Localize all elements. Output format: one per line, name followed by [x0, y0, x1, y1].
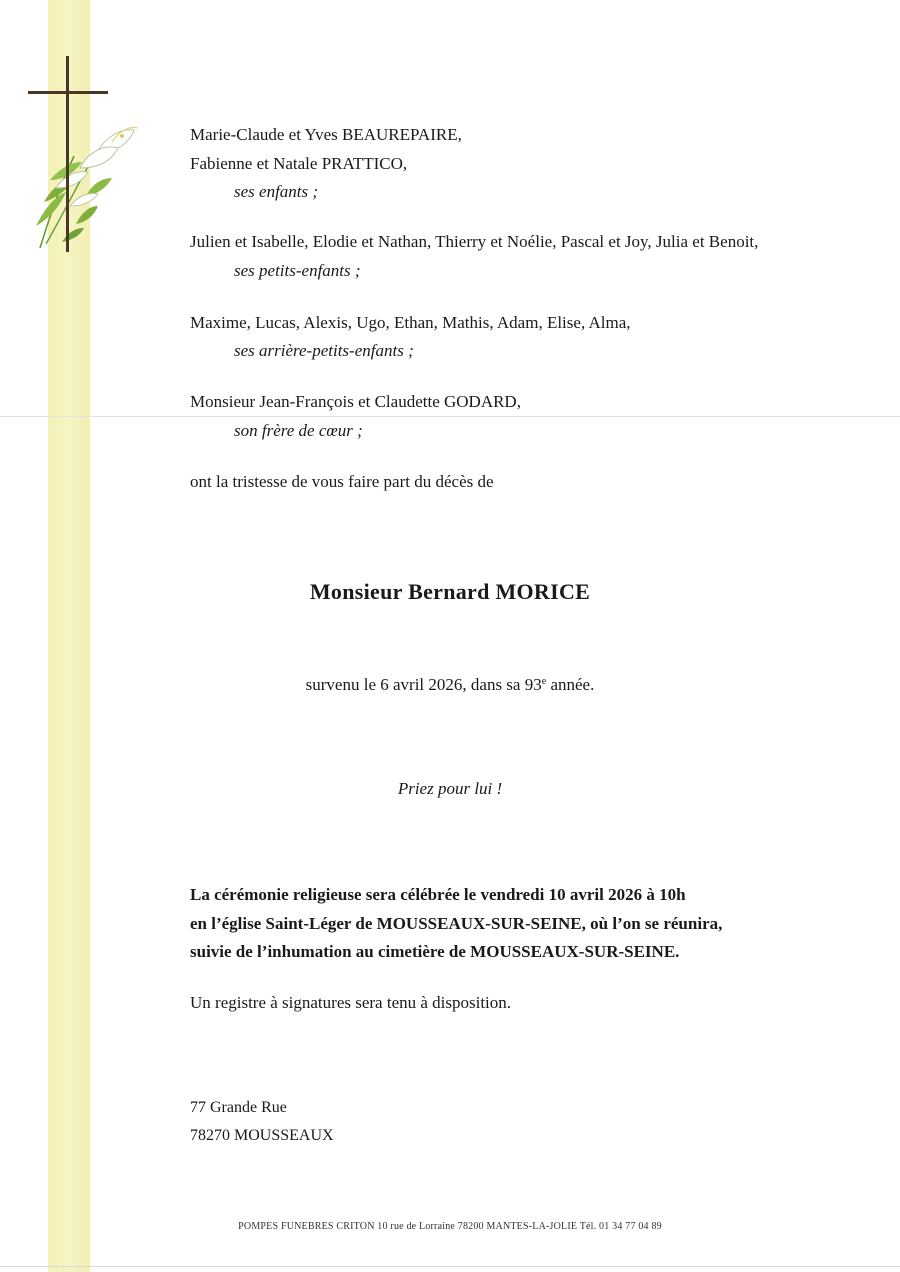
funeral-home-footer: POMPES FUNEBRES CRITON 10 rue de Lorraine 78200 MANTES-LA-JOLIE Tél. 01 34 77 04 89 [238, 1221, 662, 1232]
registry-note: Un registre à signatures sera tenu à disposition. [190, 993, 512, 1012]
brother-role: son frère de cœur ; [234, 421, 363, 440]
ceremony-line-3: suivie de l’inhumation au cimetière de MOUSSEAUX-SUR-SEINE. [190, 942, 680, 961]
grandchildren-role: ses petits-enfants ; [234, 261, 361, 280]
prayer-line: Priez pour lui ! [397, 779, 503, 798]
great-grandchildren-line: Maxime, Lucas, Alexis, Ugo, Ethan, Mathis, Adam, Elise, Alma, [190, 313, 631, 332]
death-date-superscript: e [541, 676, 547, 687]
brother-line: Monsieur Jean-François et Claudette GODARD, [190, 392, 521, 411]
grandchildren-line: Julien et Isabelle, Elodie et Nathan, Thierry et Noélie, Pascal et Joy, Julia et Benoit, [190, 232, 759, 251]
ceremony-line-1: La cérémonie religieuse sera célébrée le vendredi 10 avril 2026 à 10h [190, 885, 686, 904]
great-grandchildren-role: ses arrière-petits-enfants ; [234, 341, 414, 360]
address-city: 78270 MOUSSEAUX [190, 1127, 334, 1144]
deceased-name: Monsieur Bernard MORICE [309, 579, 591, 604]
announcement-intro: ont la tristesse de vous faire part du décès de [190, 472, 494, 491]
death-date-line [0, 675, 900, 695]
death-date-suffix: année. [546, 675, 595, 694]
death-date-text: survenu le 6 avril 2026, dans sa 93 [305, 675, 542, 694]
ceremony-line-2: en l’église Saint-Léger de MOUSSEAUX-SUR-SEINE, où l’on se réunira, [190, 914, 723, 933]
children-role: ses enfants ; [234, 182, 319, 201]
paper-fold-line [0, 416, 900, 417]
children-line-2: Fabienne et Natale PRATTICO, [190, 154, 408, 173]
cross-with-lilies-icon [26, 56, 146, 256]
paper-bottom-edge [0, 1266, 900, 1267]
children-line-1: Marie-Claude et Yves BEAUREPAIRE, [190, 125, 462, 144]
address-street: 77 Grande Rue [190, 1099, 287, 1116]
